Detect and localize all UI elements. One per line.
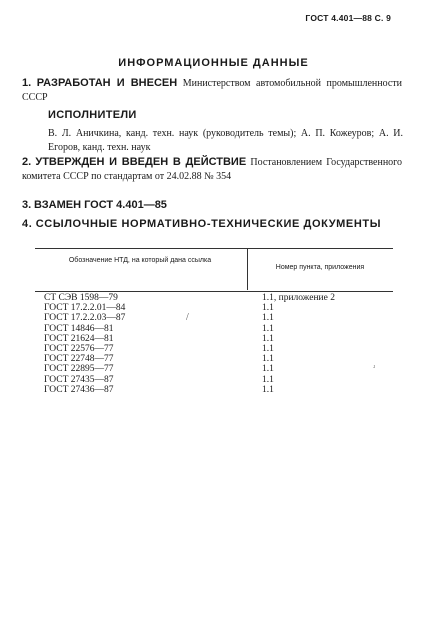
table-cell-doc: ГОСТ 22895—77	[44, 364, 114, 375]
stray-pen-mark: /	[186, 312, 189, 323]
table-cell-ref: 1.1	[262, 354, 274, 365]
table-cell-ref: 1.1	[262, 333, 274, 344]
table-header-ref: Номер пункта, приложения	[275, 264, 365, 271]
section-2-number: 2.	[22, 156, 32, 168]
executors-text: В. Л. Аничкина, канд. техн. наук (руководитель темы); А. П. Кожеуров; А. И. Егоров, канд. техн. наук	[48, 128, 403, 153]
section-4-number: 4.	[22, 218, 33, 230]
table-doc-column	[44, 293, 125, 395]
table-column-divider	[247, 248, 248, 290]
table-cell-doc: ГОСТ 22576—77	[44, 344, 114, 355]
table-cell-doc: ГОСТ 17.2.2.01—84	[44, 303, 126, 314]
table-cell-doc: СТ СЭВ 1598—79	[44, 293, 118, 303]
section-2	[22, 155, 402, 184]
section-1-number: 1.	[22, 77, 32, 89]
section-4	[22, 217, 402, 231]
table-cell-ref: 1.1	[262, 313, 274, 324]
section-4-title: ССЫЛОЧНЫЕ НОРМАТИВНО-ТЕХНИЧЕСКИЕ ДОКУМЕНТЫ	[35, 218, 382, 230]
table-cell-doc: ГОСТ 14846—81	[44, 323, 114, 334]
table-cell-ref: 1.1	[262, 323, 274, 334]
table-cell-ref: 1.1	[262, 303, 274, 314]
section-1-text: Министерством автомобильной промышленности СССР	[22, 78, 403, 103]
table-cell-doc: ГОСТ 27436—87	[44, 384, 114, 395]
section-2-text: Постановлением Государственного комитета СССР по стандартам от 24.02.88 № 354	[22, 157, 403, 182]
table-cell-doc: ГОСТ 27435—87	[44, 374, 114, 385]
table-cell-doc: ГОСТ 21624—81	[44, 333, 114, 344]
section-3-title: ВЗАМЕН ГОСТ 4.401—85	[33, 199, 167, 211]
section-1	[22, 76, 402, 105]
table-cell-ref: 1.1, приложение 2	[262, 293, 335, 303]
table-cell-doc: ГОСТ 22748—77	[44, 354, 114, 365]
executors-title: ИСПОЛНИТЕЛИ	[48, 109, 137, 121]
page-title: ИНФОРМАЦИОННЫЕ ДАННЫЕ	[118, 57, 309, 69]
section-3-number: 3.	[22, 199, 32, 211]
section-1-title: РАЗРАБОТАН И ВНЕСЕН	[36, 77, 178, 89]
table-header-doc: Обозначение НТД, на который дана ссылка	[68, 257, 212, 264]
page-header: ГОСТ 4.401—88 С. 9	[305, 13, 391, 23]
table-ref-column	[262, 293, 335, 395]
table-cell-ref: 1.1	[262, 344, 274, 355]
table-cell-ref: 1.1	[262, 364, 274, 375]
table-cell-ref: 1.1	[262, 374, 274, 385]
section-3	[22, 199, 167, 211]
section-2-title: УТВЕРЖДЕН И ВВЕДЕН В ДЕЙСТВИЕ	[35, 156, 247, 168]
table-cell-doc: ГОСТ 17.2.2.03—87	[44, 313, 126, 324]
table-cell-ref: 1.1	[262, 384, 274, 395]
stray-dot-mark: ɹ	[373, 364, 375, 370]
